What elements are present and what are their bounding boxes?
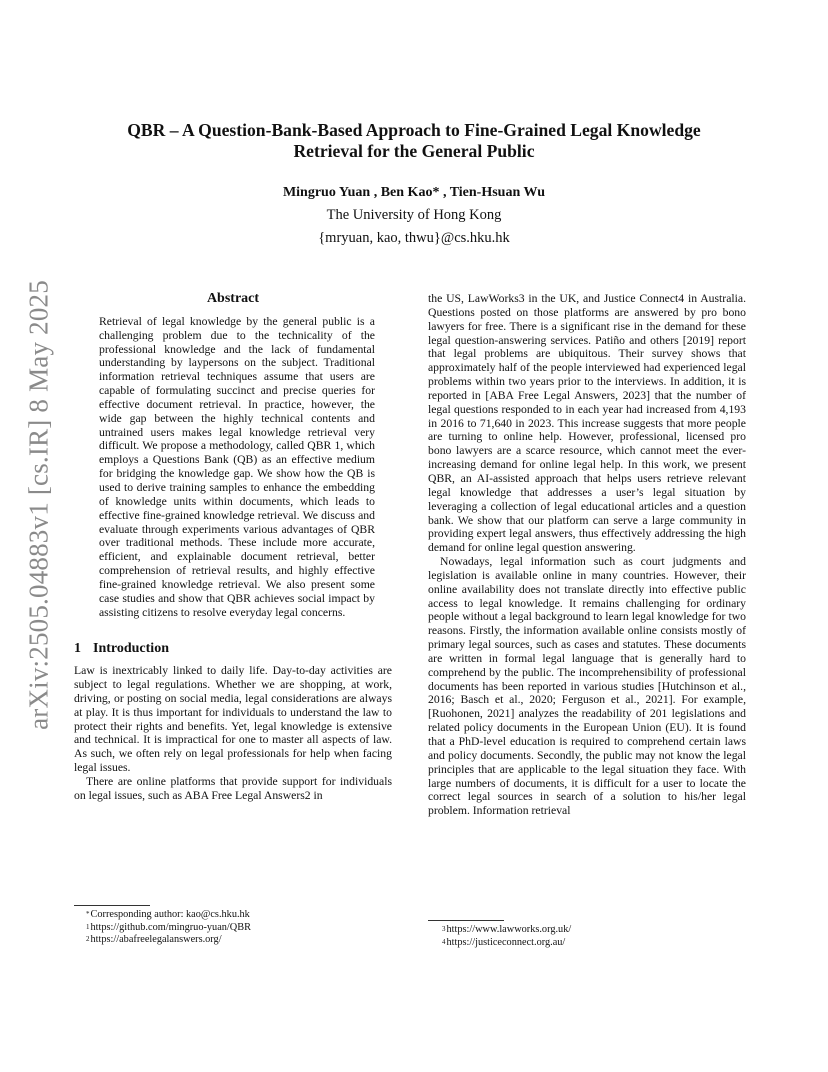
arxiv-sidebar — [14, 280, 64, 730]
body-paragraph-2: Nowadays, legal information such as court judgments and legislation is available online in many countries. However, their online availability does not translate directly into effective public access to legal knowledge. It remains challenging for ordinary people without a legal background to learn legal knowledge for two reasons. Firstly, the information available online consists mostly of primary legal sources, such as cases and statutes. These documents are written in formal legal language that is generally hard to comprehend by the public. The incomprehensibility of professional documents has been reported in various studies [Hutchinson et al., 2016; Basch et al., 2020; Ferguson et al., 2021]. For example, [Ruohonen, 2021] analyzes the readability of 201 legislations and related policy documents in the European Union (EU). It is found that a PhD-level education is required to comprehend certain laws and policy documents. Secondly, the public may not know the legal principles that are applicable to the legal situation they face. With large numbers of documents, it is difficult for a user to locate the correct legal sources in search of a solution to his/her legal problem. Information retrieval — [428, 555, 746, 818]
body-paragraph-1: the US, LawWorks3 in the UK, and Justice Connect4 in Australia. Questions posted on those platforms are answered by pro bono lawyers for free. There is a significant rise in the demand for these legal question-answering services. Patiño and others [2019] report that legal problems are ubiquitous. Their survey shows that approximately half of the people interviewed had experienced legal problems within two years prior to the interviews. In addition, it is reported in [ABA Free Legal Answers, 2023] that the number of legal questions responded to in each year had increased from 4,193 in 2016 to 71,640 in 2023. This increase suggests that more people are turning to online help. However, professional, licensed pro bono lawyers are a scarce resource, which cannot meet the ever-increasing demand for online legal help. In this work, we present QBR, an AI-assisted approach that helps users retrieve relevant legal knowledge that addresses a user’s legal situation by leveraging a collection of legal educational articles and a question bank. We show that our platform can serve a large community in providing expert legal answers, thus effectively addressing the high demand for online legal question answering. — [428, 292, 746, 555]
author-list: Mingruo Yuan , Ben Kao* , Tien-Hsuan Wu — [282, 185, 546, 200]
footnote-rule-left — [74, 905, 150, 906]
footnotes-left — [86, 909, 251, 947]
abstract-text: Retrieval of legal knowledge by the general public is a challenging problem due to the technicality of the professional knowledge and the lack of fundamental understanding by laypersons on the subject. Traditional information retrieval techniques assume that users are capable of formulating succinct and precise queries for effective document retrieval. In practice, however, the wide gap between the highly technical contents and untrained users makes legal knowledge retrieval very difficult. We propose a methodology, called QBR 1, which employs a Questions Bank (QB) as an effective medium for bridging the knowledge gap. We show how the QB is used to derive training samples to enhance the embedding of knowledge units within documents, which leads to effective fine-grained knowledge retrieval. We discuss and evaluate through experiments various advantages of QBR over traditional methods. These include more accurate, efficient, and explainable document retrieval, better comprehension of retrieval results, and highly effective fine-grained knowledge retrieval. We also present some case studies and show that QBR achieves social impact by assisting citizens to resolve everyday legal concerns. — [99, 314, 375, 619]
intro-paragraph-2: There are online platforms that provide support for individuals on legal issues, such as ABA Free Legal Answers2 in — [74, 775, 392, 802]
arxiv-identifier: arXiv:2505.04883v1 [cs.IR] 8 May 2025 — [23, 280, 54, 730]
affiliation: The University of Hong Kong — [326, 207, 502, 223]
footnote: *Corresponding author: kao@cs.hku.hk — [86, 909, 250, 920]
right-column — [428, 292, 746, 818]
section-number: 1 — [74, 641, 81, 657]
footnote: $^1$https://github.com/mingruo-yuan/QBR — [86, 921, 251, 933]
section-heading-introduction — [74, 642, 392, 656]
author-emails: {mryuan, kao, thwu}@cs.hku.hk — [318, 230, 510, 246]
abstract-heading: Abstract — [206, 291, 260, 306]
paper-header — [74, 120, 754, 247]
footnote-rule-right — [428, 920, 504, 921]
paper-title — [74, 120, 754, 162]
footnote: $^2$https://abafreelegalanswers.org/ — [86, 934, 222, 945]
footnote: $^4$https://justiceconnect.org.au/ — [442, 936, 566, 948]
intro-paragraph-1: Law is inextricably linked to daily life. Day-to-day activities are subject to legal regulations. Whether we are shopping, at work, driving, or posting on social media, legal considerations are always at play. It is thus important for individuals to understand the law to protect their rights and benefits. Yet, legal knowledge is extensive and technical. It is impractical for one to master all aspects of law. As such, we often rely on legal professionals for help when facing legal issues. — [74, 664, 392, 775]
title-line-1: QBR – A Question-Bank-Based Approach to Fine-Grained Legal Knowledge — [127, 120, 701, 140]
section-title: Introduction — [93, 641, 169, 657]
footnote: $^3$https://www.lawworks.org.uk/ — [442, 924, 572, 935]
left-column — [74, 292, 392, 803]
footnotes-right — [442, 924, 571, 949]
title-line-2: Retrieval for the General Public — [293, 141, 535, 161]
